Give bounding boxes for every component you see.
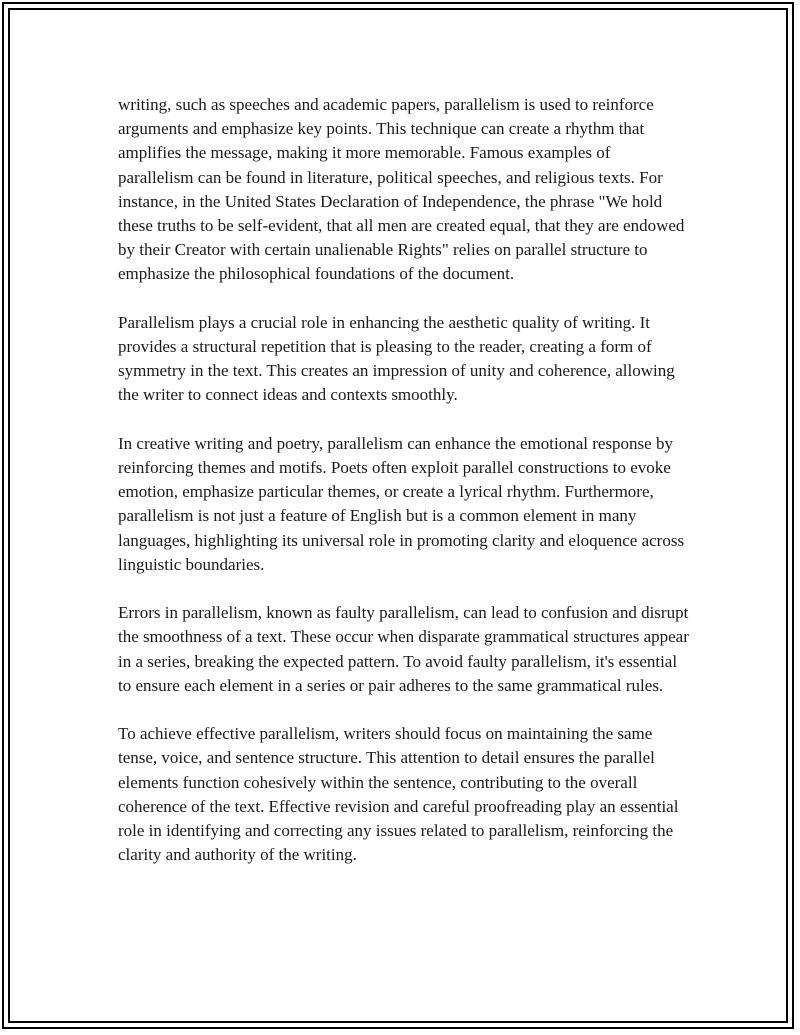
paragraph-4: Errors in parallelism, known as faulty parallelism, can lead to confusion and disrupt the smoothness of a text. These occur when disparate grammatical structures appear in a series, breaking the expected pattern. To avoid faulty parallelism, it's essential to ensure each element in a series or pair adheres to the same grammatical rules. (118, 603, 689, 695)
document-body (118, 93, 690, 867)
paragraph-5: To achieve effective parallelism, writers should focus on maintaining the same tense, voice, and sentence structure. This attention to detail ensures the parallel elements function cohesively within the sentence, contributing to the overall coherence of the text. Effective revision and careful proofreading play an essential role in identifying and correcting any issues related to parallelism, reinforcing the clarity and authority of the writing. (118, 724, 679, 865)
paragraph-1: writing, such as speeches and academic papers, parallelism is used to reinforce arguments and emphasize key points. This technique can create a rhythm that amplifies the message, making it more memorable. Famous examples of parallelism can be found in literature, political speeches, and religious texts. For instance, in the United States Declaration of Independence, the phrase "We hold these truths to be self-evident, that all men are created equal, that they are endowed by their Creator with certain unalienable Rights" relies on parallel structure to emphasize the philosophical foundations of the document. (118, 95, 685, 284)
paragraph-2: Parallelism plays a crucial role in enhancing the aesthetic quality of writing. It provides a structural repetition that is pleasing to the reader, creating a form of symmetry in the text. This creates an impression of unity and coherence, allowing the writer to connect ideas and contexts smoothly. (118, 312, 675, 405)
paragraph-3: In creative writing and poetry, parallelism can enhance the emotional response by reinforcing themes and motifs. Poets often exploit parallel constructions to evoke emotion, emphasize particular themes, or create a lyrical rhythm. Furthermore, parallelism is not just a feature of English but is a common element in many languages, highlighting its universal role in promoting clarity and eloquence across linguistic boundaries. (118, 433, 685, 574)
